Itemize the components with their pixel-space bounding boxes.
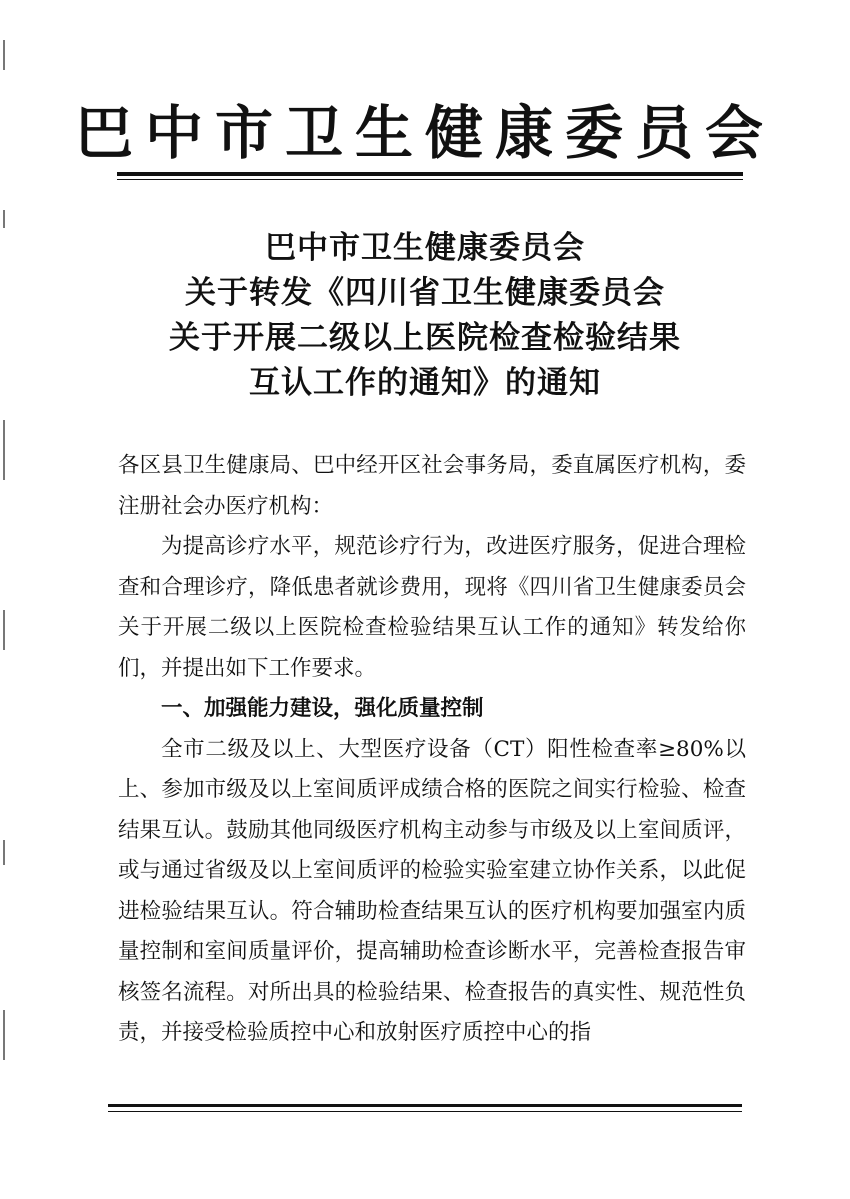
section-1-paragraph: 全市二级及以上、大型医疗设备（CT）阳性检查率≥80%以上、参加市级及以上室间质评成绩合格的医院之间实行检验、检查结果互认。鼓励其他同级医疗机构主动参与市级及以上室间质评，或与通过省级及以上室间质评的检验实验室建立协作关系，以此促进检验结果互认。符合辅助检查结果互认的医疗机构要加强室内质量控制和室间质量评价，提高辅助检查诊断水平，完善检查报告审核签名流程。对所出具的检验结果、检查报告的真实性、规范性负责，并接受检验质控中心和放射医疗质控中心的指 bbox=[118, 736, 746, 1045]
footer-rule-thin bbox=[108, 1111, 742, 1112]
document-body bbox=[118, 446, 746, 1054]
footer-rule-thick bbox=[108, 1104, 742, 1107]
section-1-heading: 一、加强能力建设，强化质量控制 bbox=[161, 696, 484, 721]
letterhead-org-name: 巴中市卫生健康委员会 bbox=[74, 99, 775, 167]
letterhead-rule-thin bbox=[117, 179, 743, 180]
addressees: 各区县卫生健康局、巴中经开区社会事务局，委直属医疗机构，委注册社会办医疗机构： bbox=[118, 453, 746, 519]
document-title bbox=[0, 226, 850, 406]
title-line: 互认工作的通知》的通知 bbox=[249, 365, 601, 401]
scan-edge-marks bbox=[3, 0, 9, 1199]
title-line: 关于转发《四川省卫生健康委员会 bbox=[185, 275, 665, 311]
intro-paragraph: 为提高诊疗水平，规范诊疗行为，改进医疗服务，促进合理检查和合理诊疗，降低患者就诊费用，现将《四川省卫生健康委员会关于开展二级以上医院检查检验结果互认工作的通知》转发给你们，并提出如下工作要求。 bbox=[118, 534, 746, 681]
title-line: 巴中市卫生健康委员会 bbox=[265, 230, 585, 266]
title-line: 关于开展二级以上医院检查检验结果 bbox=[169, 320, 681, 356]
letterhead-rule-thick bbox=[117, 172, 743, 176]
